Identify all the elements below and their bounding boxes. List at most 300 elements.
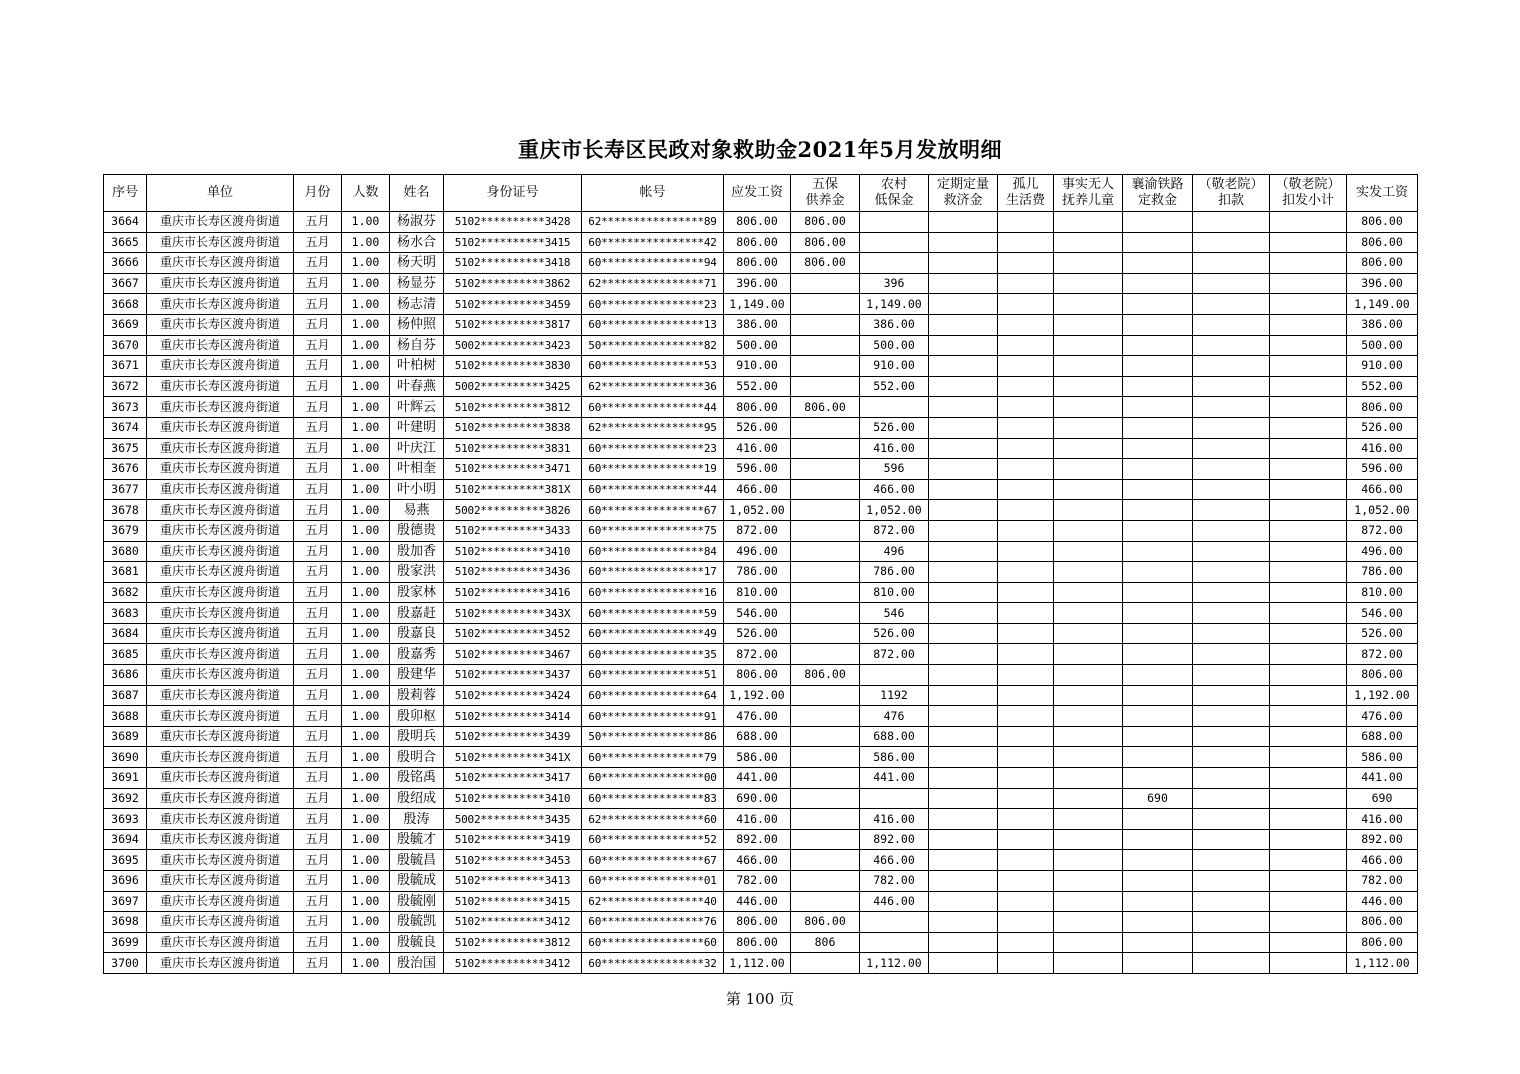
table-cell (1123, 459, 1193, 480)
table-cell: 1.00 (342, 788, 390, 809)
table-cell (998, 747, 1054, 768)
table-cell: 910.00 (1347, 356, 1418, 377)
table-cell: 526.00 (860, 417, 929, 438)
table-cell: 五月 (294, 335, 342, 356)
table-cell (1123, 726, 1193, 747)
table-cell: 586.00 (860, 747, 929, 768)
table-cell (998, 253, 1054, 274)
table-cell (929, 253, 998, 274)
table-cell: 5102**********3831 (444, 438, 582, 459)
table-cell (929, 212, 998, 233)
table-cell (1123, 500, 1193, 521)
table-cell: 五月 (294, 644, 342, 665)
table-cell: 688.00 (860, 726, 929, 747)
column-header: 定期定量 救济金 (929, 175, 998, 212)
table-cell (1054, 706, 1123, 727)
table-cell: 60****************44 (582, 479, 724, 500)
table-cell (791, 788, 860, 809)
table-cell: 3698 (104, 912, 147, 933)
table-cell (1054, 500, 1123, 521)
table-cell (791, 314, 860, 335)
table-cell: 1192 (860, 685, 929, 706)
table-cell: 546 (860, 603, 929, 624)
column-header: 襄渝铁路 定救金 (1123, 175, 1193, 212)
column-header: 月份 (294, 175, 342, 212)
table-cell: 五月 (294, 232, 342, 253)
table-cell (1054, 644, 1123, 665)
table-cell: 3681 (104, 562, 147, 583)
table-cell: 1.00 (342, 314, 390, 335)
table-row (104, 829, 1418, 850)
table-cell: 五月 (294, 685, 342, 706)
table-cell: 5102**********3415 (444, 891, 582, 912)
page-title: 重庆市长寿区民政对象救助金2021年5月发放明细 (517, 137, 1003, 162)
table-cell (1270, 685, 1347, 706)
table-cell: 3680 (104, 541, 147, 562)
table-cell: 重庆市长寿区渡舟街道 (147, 376, 294, 397)
table-cell (1193, 459, 1270, 480)
table-cell: 5102**********3416 (444, 582, 582, 603)
table-cell: 806.00 (724, 212, 791, 233)
table-cell: 60****************53 (582, 356, 724, 377)
table-cell (1054, 891, 1123, 912)
table-cell (1123, 479, 1193, 500)
table-row (104, 356, 1418, 377)
table-cell (1270, 891, 1347, 912)
table-cell (1193, 665, 1270, 686)
table-cell: 1.00 (342, 932, 390, 953)
table-cell (791, 829, 860, 850)
table-cell: 526.00 (1347, 417, 1418, 438)
table-cell (998, 335, 1054, 356)
table-cell (1270, 397, 1347, 418)
table-cell: 806.00 (724, 665, 791, 686)
table-cell (1123, 356, 1193, 377)
table-cell: 60****************16 (582, 582, 724, 603)
table-cell (929, 726, 998, 747)
table-cell (1123, 603, 1193, 624)
table-cell: 60****************51 (582, 665, 724, 686)
table-row (104, 479, 1418, 500)
table-row (104, 397, 1418, 418)
table-cell (929, 417, 998, 438)
table-cell (929, 438, 998, 459)
table-cell (1054, 912, 1123, 933)
table-cell: 1.00 (342, 665, 390, 686)
table-cell: 1.00 (342, 479, 390, 500)
table-cell (1054, 788, 1123, 809)
table-cell (998, 582, 1054, 603)
table-cell: 62****************95 (582, 417, 724, 438)
table-cell (860, 397, 929, 418)
table-cell (998, 232, 1054, 253)
table-cell: 810.00 (724, 582, 791, 603)
table-cell (1193, 912, 1270, 933)
table-cell: 60****************01 (582, 871, 724, 892)
table-cell: 3670 (104, 335, 147, 356)
table-row (104, 809, 1418, 830)
table-cell: 782.00 (1347, 871, 1418, 892)
table-cell: 殷加香 (390, 541, 444, 562)
table-cell: 60****************49 (582, 623, 724, 644)
table-cell: 446.00 (724, 891, 791, 912)
table-cell: 重庆市长寿区渡舟街道 (147, 232, 294, 253)
table-cell: 466.00 (724, 850, 791, 871)
table-cell: 5102**********3471 (444, 459, 582, 480)
table-cell: 1.00 (342, 541, 390, 562)
table-cell: 殷嘉赶 (390, 603, 444, 624)
table-cell (1270, 335, 1347, 356)
table-cell: 496.00 (1347, 541, 1418, 562)
table-cell: 1.00 (342, 726, 390, 747)
table-cell (1123, 644, 1193, 665)
table-cell (929, 356, 998, 377)
table-cell: 552.00 (860, 376, 929, 397)
table-cell: 1.00 (342, 891, 390, 912)
table-cell: 重庆市长寿区渡舟街道 (147, 623, 294, 644)
table-body (104, 212, 1418, 974)
table-cell (1270, 912, 1347, 933)
table-cell: 重庆市长寿区渡舟街道 (147, 685, 294, 706)
table-cell: 1.00 (342, 912, 390, 933)
table-cell (1270, 788, 1347, 809)
table-cell (998, 294, 1054, 315)
table-cell: 910.00 (860, 356, 929, 377)
table-cell: 1,112.00 (1347, 953, 1418, 974)
table-cell (1270, 747, 1347, 768)
table-cell (1193, 438, 1270, 459)
table-cell (1054, 253, 1123, 274)
table-cell (791, 644, 860, 665)
table-cell (929, 294, 998, 315)
table-cell (791, 706, 860, 727)
table-cell (1193, 685, 1270, 706)
table-cell (860, 932, 929, 953)
table-cell: 五月 (294, 953, 342, 974)
table-cell: 872.00 (860, 644, 929, 665)
table-cell: 五月 (294, 520, 342, 541)
table-cell (929, 829, 998, 850)
table-cell: 892.00 (860, 829, 929, 850)
table-cell: 60****************76 (582, 912, 724, 933)
table-cell (791, 356, 860, 377)
table-cell: 806.00 (791, 912, 860, 933)
table-cell: 1.00 (342, 809, 390, 830)
table-cell: 叶春燕 (390, 376, 444, 397)
table-cell: 重庆市长寿区渡舟街道 (147, 665, 294, 686)
table-cell (929, 562, 998, 583)
table-cell: 688.00 (724, 726, 791, 747)
table-cell: 446.00 (860, 891, 929, 912)
table-cell: 重庆市长寿区渡舟街道 (147, 541, 294, 562)
table-cell: 690 (1123, 788, 1193, 809)
table-cell: 500.00 (1347, 335, 1418, 356)
table-cell: 806.00 (1347, 232, 1418, 253)
table-cell: 五月 (294, 582, 342, 603)
table-cell: 806.00 (1347, 253, 1418, 274)
table-row (104, 294, 1418, 315)
table-cell: 806.00 (724, 232, 791, 253)
table-cell: 1.00 (342, 459, 390, 480)
table-cell: 1.00 (342, 520, 390, 541)
table-row (104, 376, 1418, 397)
table-cell: 782.00 (724, 871, 791, 892)
table-cell: 806.00 (724, 912, 791, 933)
table-cell: 806.00 (1347, 665, 1418, 686)
table-cell (791, 479, 860, 500)
table-cell (998, 356, 1054, 377)
table-cell: 688.00 (1347, 726, 1418, 747)
table-cell (1193, 726, 1270, 747)
column-header: 帐号 (582, 175, 724, 212)
table-cell: 叶相奎 (390, 459, 444, 480)
table-cell (1054, 665, 1123, 686)
table-cell: 五月 (294, 891, 342, 912)
table-cell: 重庆市长寿区渡舟街道 (147, 562, 294, 583)
table-cell: 杨天明 (390, 253, 444, 274)
table-cell: 441.00 (860, 768, 929, 789)
table-cell (929, 665, 998, 686)
table-cell (929, 809, 998, 830)
table-cell: 1,112.00 (860, 953, 929, 974)
table-cell: 五月 (294, 253, 342, 274)
table-cell (1054, 417, 1123, 438)
table-cell (1054, 356, 1123, 377)
table-cell: 五月 (294, 562, 342, 583)
table-cell: 5102**********3838 (444, 417, 582, 438)
table-cell: 1.00 (342, 871, 390, 892)
table-cell: 5102**********3467 (444, 644, 582, 665)
table-cell (929, 459, 998, 480)
table-cell: 416.00 (724, 809, 791, 830)
table-cell (998, 953, 1054, 974)
table-cell (1054, 726, 1123, 747)
table-cell (998, 685, 1054, 706)
table-cell (998, 417, 1054, 438)
page-number: 第 100 页 (725, 990, 795, 1008)
table-row (104, 520, 1418, 541)
table-cell: 62****************60 (582, 809, 724, 830)
table-cell: 五月 (294, 438, 342, 459)
table-row (104, 644, 1418, 665)
table-cell (1193, 294, 1270, 315)
table-cell: 1,052.00 (1347, 500, 1418, 521)
table-cell (929, 706, 998, 727)
table-cell (1054, 809, 1123, 830)
table-cell (929, 397, 998, 418)
table-cell (1123, 747, 1193, 768)
table-cell (1123, 623, 1193, 644)
table-cell: 1.00 (342, 438, 390, 459)
table-cell: 3665 (104, 232, 147, 253)
table-cell: 1.00 (342, 850, 390, 871)
table-cell: 重庆市长寿区渡舟街道 (147, 747, 294, 768)
table-cell (1193, 932, 1270, 953)
table-cell: 1,149.00 (724, 294, 791, 315)
table-cell (1193, 747, 1270, 768)
table-cell: 3690 (104, 747, 147, 768)
table-cell: 416.00 (860, 809, 929, 830)
table-cell: 3694 (104, 829, 147, 850)
table-cell (998, 768, 1054, 789)
table-cell: 3692 (104, 788, 147, 809)
table-cell: 重庆市长寿区渡舟街道 (147, 871, 294, 892)
table-row (104, 891, 1418, 912)
table-cell: 3676 (104, 459, 147, 480)
table-cell: 3671 (104, 356, 147, 377)
table-cell (1193, 850, 1270, 871)
table-cell: 重庆市长寿区渡舟街道 (147, 809, 294, 830)
table-cell: 3666 (104, 253, 147, 274)
table-cell (1270, 623, 1347, 644)
table-cell (1054, 932, 1123, 953)
table-cell: 60****************42 (582, 232, 724, 253)
column-header: 序号 (104, 175, 147, 212)
table-cell (1270, 417, 1347, 438)
table-cell (1270, 932, 1347, 953)
table-cell: 1.00 (342, 356, 390, 377)
table-row (104, 912, 1418, 933)
table-cell (791, 541, 860, 562)
table-cell: 五月 (294, 417, 342, 438)
table-cell: 786.00 (860, 562, 929, 583)
table-cell: 3674 (104, 417, 147, 438)
table-cell (1270, 459, 1347, 480)
table-cell: 386.00 (724, 314, 791, 335)
table-cell: 五月 (294, 623, 342, 644)
table-cell: 416.00 (1347, 438, 1418, 459)
table-row (104, 253, 1418, 274)
table-cell: 殷德贵 (390, 520, 444, 541)
table-cell: 60****************13 (582, 314, 724, 335)
table-row (104, 788, 1418, 809)
table-cell: 3668 (104, 294, 147, 315)
table-cell: 60****************23 (582, 294, 724, 315)
table-cell: 重庆市长寿区渡舟街道 (147, 253, 294, 274)
table-cell (929, 603, 998, 624)
table-cell (998, 850, 1054, 871)
table-cell: 五月 (294, 479, 342, 500)
table-row (104, 541, 1418, 562)
table-cell (1123, 294, 1193, 315)
table-cell: 重庆市长寿区渡舟街道 (147, 459, 294, 480)
table-cell (1270, 479, 1347, 500)
table-cell (929, 685, 998, 706)
column-header: 实发工资 (1347, 175, 1418, 212)
table-cell: 3684 (104, 623, 147, 644)
table-cell: 441.00 (1347, 768, 1418, 789)
table-cell (1123, 253, 1193, 274)
table-cell (1123, 397, 1193, 418)
table-cell: 重庆市长寿区渡舟街道 (147, 582, 294, 603)
table-cell: 5102**********3436 (444, 562, 582, 583)
table-cell (998, 314, 1054, 335)
table-cell: 1.00 (342, 562, 390, 583)
table-cell (1054, 232, 1123, 253)
table-cell: 5002**********3826 (444, 500, 582, 521)
table-cell (791, 891, 860, 912)
table-cell (791, 376, 860, 397)
table-cell: 五月 (294, 273, 342, 294)
table-cell (860, 665, 929, 686)
table-cell: 五月 (294, 459, 342, 480)
table-cell (1123, 314, 1193, 335)
table-cell (791, 582, 860, 603)
table-cell (1123, 768, 1193, 789)
column-header: （敬老院） 扣发小计 (1270, 175, 1347, 212)
table-cell: 3675 (104, 438, 147, 459)
table-cell: 重庆市长寿区渡舟街道 (147, 520, 294, 541)
table-cell: 杨显芬 (390, 273, 444, 294)
table-cell (1123, 871, 1193, 892)
table-cell: 5102**********343X (444, 603, 582, 624)
table-cell (998, 459, 1054, 480)
table-cell: 806.00 (724, 397, 791, 418)
table-cell (1054, 273, 1123, 294)
table-cell (1193, 397, 1270, 418)
column-header: 五保 供养金 (791, 175, 860, 212)
table-cell: 1.00 (342, 294, 390, 315)
table-cell: 1.00 (342, 747, 390, 768)
table-cell (791, 850, 860, 871)
table-cell: 重庆市长寿区渡舟街道 (147, 953, 294, 974)
table-cell: 殷嘉良 (390, 623, 444, 644)
table-cell (1123, 417, 1193, 438)
table-row (104, 212, 1418, 233)
table-row (104, 747, 1418, 768)
table-cell (929, 376, 998, 397)
table-cell (1270, 520, 1347, 541)
table-cell: 386.00 (1347, 314, 1418, 335)
table-cell (1193, 479, 1270, 500)
table-cell: 60****************83 (582, 788, 724, 809)
table-cell (1123, 706, 1193, 727)
table-cell: 466.00 (724, 479, 791, 500)
table-cell: 五月 (294, 912, 342, 933)
table-cell (929, 273, 998, 294)
table-cell (1054, 541, 1123, 562)
table-cell: 杨淑芬 (390, 212, 444, 233)
table-cell: 1,052.00 (860, 500, 929, 521)
table-cell (1270, 253, 1347, 274)
table-cell (998, 871, 1054, 892)
table-cell: 62****************36 (582, 376, 724, 397)
table-cell: 466.00 (1347, 850, 1418, 871)
table-cell (929, 314, 998, 335)
table-cell: 5102**********3812 (444, 397, 582, 418)
table-cell: 1.00 (342, 768, 390, 789)
table-cell: 5102**********3410 (444, 788, 582, 809)
table-cell: 叶柏树 (390, 356, 444, 377)
table-cell (998, 809, 1054, 830)
table-cell: 五月 (294, 871, 342, 892)
table-cell: 重庆市长寿区渡舟街道 (147, 314, 294, 335)
table-cell (1193, 520, 1270, 541)
table-cell: 441.00 (724, 768, 791, 789)
table-cell (1123, 665, 1193, 686)
table-cell (1270, 541, 1347, 562)
table-cell: 五月 (294, 788, 342, 809)
table-cell: 杨仲照 (390, 314, 444, 335)
table-cell: 叶建明 (390, 417, 444, 438)
table-cell (791, 768, 860, 789)
table-cell: 3667 (104, 273, 147, 294)
table-cell: 786.00 (724, 562, 791, 583)
table-cell (1193, 500, 1270, 521)
table-row (104, 500, 1418, 521)
table-cell: 910.00 (724, 356, 791, 377)
table-cell: 60****************67 (582, 850, 724, 871)
